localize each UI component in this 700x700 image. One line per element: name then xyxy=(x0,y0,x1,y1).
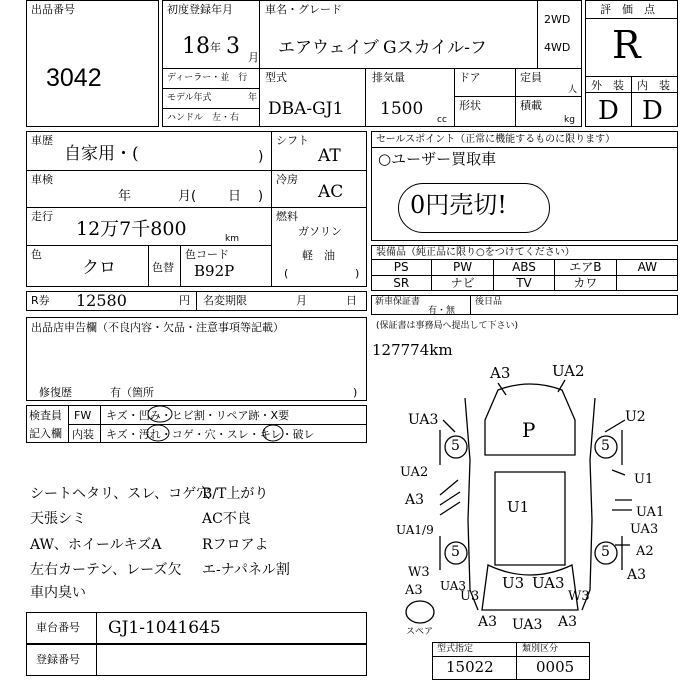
diagram-label-16: A2 xyxy=(636,544,654,559)
history-value: 自家用・( xyxy=(64,144,139,164)
grade-label: 評 価 点 xyxy=(600,3,655,16)
diagram-label-13: U1 xyxy=(634,472,654,487)
repair-label: 修復歴 xyxy=(39,386,72,399)
diagram-mileage: 127774km xyxy=(372,341,453,359)
diagram-note: (保証書は事務局へ提出して下さい) xyxy=(376,321,519,331)
fw-label: FW xyxy=(74,409,92,422)
dealer-label: ディーラー・並 行 xyxy=(167,73,248,83)
model-year-label: モデル年式 xyxy=(167,93,212,103)
diagram-label-1: A3 xyxy=(490,364,511,382)
diagram-label-11: UA2 xyxy=(400,465,429,480)
shape-label: 形状 xyxy=(459,99,481,112)
note-left-5: 車内臭い xyxy=(30,585,86,601)
equip-ps: PS xyxy=(371,259,432,275)
report-title: 出品店申告欄（不良内容・欠品・注意事項等記載） xyxy=(31,321,284,334)
diagram-label-8: 5 xyxy=(451,544,460,560)
drive-4wd: 4WD xyxy=(544,41,571,54)
warranty-value: 有・無 xyxy=(428,306,456,316)
diagram-label-17: UA3 xyxy=(630,522,659,537)
note-right-2: AC不良 xyxy=(202,511,251,527)
fw-items: キズ・凹み・ヒビ割・リペア跡・X要 xyxy=(106,409,290,422)
color-label: 色 xyxy=(31,248,42,261)
repair-value: 有（箇所 xyxy=(110,386,154,399)
sales-line1: ○ユーザー買取車 xyxy=(378,150,497,168)
recycle-value: 12580 xyxy=(76,291,127,310)
interior-value: D xyxy=(642,96,663,126)
handle-label: ハンドル 左・右 xyxy=(167,113,240,123)
diagram-label-27: UA3 xyxy=(512,617,543,633)
diagram-label-26: A3 xyxy=(478,614,498,630)
equip-leather: カワ xyxy=(555,275,616,291)
equipment-title: 装備品（純正品に限り○をつけてください） xyxy=(376,247,575,258)
note-right-3: Rフロアよ xyxy=(202,537,269,553)
int-label: 内装 xyxy=(72,428,94,441)
recycle-label: R券 xyxy=(31,294,50,307)
note-left-1: シートヘタリ、スレ、コゲ穴 xyxy=(30,486,211,502)
reg-month: 3 xyxy=(226,34,240,59)
int-items: キズ・汚れ・コゲ・穴・スレ・キレ・破レ xyxy=(106,428,315,441)
spare-circle xyxy=(406,601,434,623)
displacement-value: 1500 xyxy=(380,99,424,119)
grade-name: Gスカイル-フ xyxy=(383,38,487,58)
spare-label: スペア xyxy=(406,627,434,637)
mileage-label: 走行 xyxy=(31,210,53,223)
type-spec-value: 15022 xyxy=(446,658,494,676)
diagram-label-4: U2 xyxy=(625,409,646,425)
fuel-label: 燃料 xyxy=(276,210,298,223)
diagram-label-10: U1 xyxy=(507,498,530,516)
chassis-value: GJ1-1041645 xyxy=(108,618,221,638)
exterior-value: D xyxy=(598,96,619,126)
inspector-label-1: 検査員 xyxy=(29,409,62,422)
capacity-label: 定員 xyxy=(520,71,542,84)
diagram-label-22: UA3 xyxy=(532,574,565,592)
fuel-gasoline: ガソリン xyxy=(298,225,342,238)
equip-aw: AW xyxy=(617,259,678,275)
note-left-2: 天張シミ xyxy=(30,511,86,527)
lot-label: 出品番号 xyxy=(31,3,75,16)
diagram-label-2: UA2 xyxy=(552,362,585,380)
drive-2wd: 2WD xyxy=(544,13,571,26)
diagram-label-7: 5 xyxy=(601,438,610,454)
equip-tv: TV xyxy=(494,275,555,291)
displacement-label: 排気量 xyxy=(372,71,405,84)
diagram-label-21: U3 xyxy=(502,574,525,592)
note-left-3: AW、ホイールキズA xyxy=(30,537,162,553)
inspector-label-2: 記入欄 xyxy=(29,427,62,440)
shift-label: シフト xyxy=(276,134,309,147)
category-label: 類別区分 xyxy=(522,644,559,654)
equip-abs: ABS xyxy=(494,259,555,275)
diagram-label-14: UA1 xyxy=(636,505,665,520)
shift-value: AT xyxy=(318,146,341,166)
diagram-label-5: P xyxy=(522,418,536,442)
reg-no-label: 登録番号 xyxy=(36,653,80,666)
sales-title: セールスポイント（正常に機能するものに限ります） xyxy=(376,134,616,145)
ac-value: AC xyxy=(318,182,344,202)
note-right-1: B/T上がり xyxy=(202,486,269,502)
equip-sr: SR xyxy=(371,275,432,291)
equip-airbag: エアB xyxy=(555,259,616,275)
load-label: 積載 xyxy=(520,99,542,112)
diagram-label-19: W3 xyxy=(408,565,430,580)
equip-pw: PW xyxy=(432,259,493,275)
type-label: 型式 xyxy=(265,71,287,84)
note-right-4: エ-ナパネル割 xyxy=(202,562,290,578)
diagram-label-9: 5 xyxy=(601,544,610,560)
car-name: エアウェイブ xyxy=(278,38,379,58)
diagram-label-20: A3 xyxy=(405,583,423,598)
later-label: 後日品 xyxy=(475,297,503,307)
diagram-label-12: A3 xyxy=(405,492,425,508)
equip-navi: ナビ xyxy=(432,275,493,291)
reg-year: 18 xyxy=(182,34,210,59)
fuel-light-oil: 軽 油 xyxy=(302,249,335,262)
sales-line2: 0円売切! xyxy=(410,191,507,219)
color-code-value: B92P xyxy=(194,262,235,280)
diagram-label-25: UA3 xyxy=(440,579,467,593)
reg-label: 初度登録年月 xyxy=(167,3,233,16)
type-spec-label: 型式指定 xyxy=(437,644,474,654)
color-code-label: 色コード xyxy=(185,248,229,261)
type-value: DBA-GJ1 xyxy=(268,99,344,119)
warranty-label: 新車保証書 xyxy=(375,297,421,307)
category-value: 0005 xyxy=(536,658,575,676)
name-label: 車名・グレード xyxy=(265,3,342,16)
diagram-label-6: 5 xyxy=(451,438,460,454)
diagram-label-24: W3 xyxy=(568,589,590,604)
history-label: 車歴 xyxy=(31,134,53,147)
lot-number: 3042 xyxy=(46,64,102,92)
diagram-label-23: U3 xyxy=(460,589,480,604)
diagram-label-15: UA1/9 xyxy=(396,523,434,537)
mileage-value: 12万7千800 xyxy=(76,218,187,240)
ac-label: 冷房 xyxy=(276,173,298,186)
grade-value: R xyxy=(612,23,641,67)
chassis-label: 車台番号 xyxy=(36,621,80,634)
diagram-label-28: A3 xyxy=(558,614,578,630)
color-value: クロ xyxy=(82,258,116,278)
inspection-label: 車検 xyxy=(31,173,53,186)
name-change-label: 名変期限 xyxy=(203,294,247,307)
diagram-label-3: UA3 xyxy=(408,412,439,428)
door-label: ドア xyxy=(459,71,481,84)
note-left-4: 左右カーテン、レーズ欠 xyxy=(30,562,182,578)
diagram-label-18: A3 xyxy=(627,567,647,583)
